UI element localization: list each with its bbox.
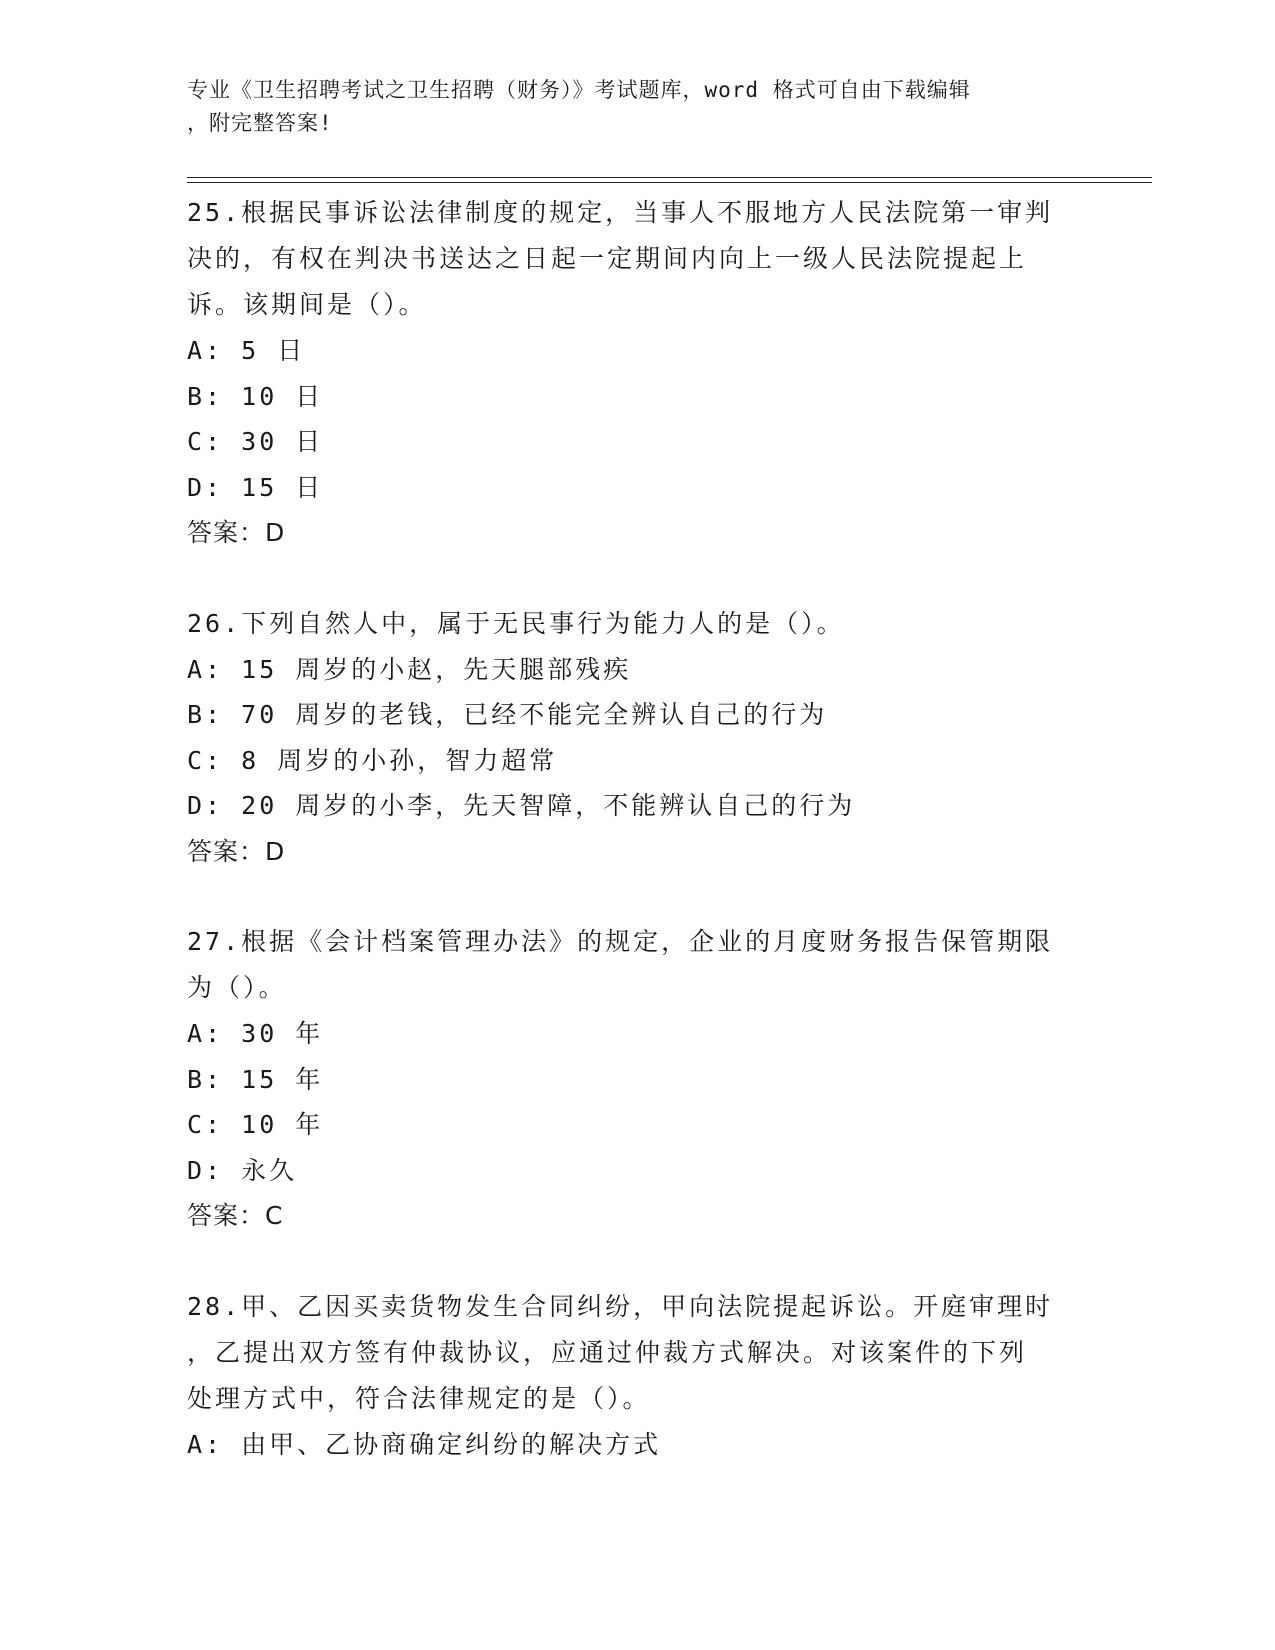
option-b: B: 70 周岁的老钱，已经不能完全辨认自己的行为: [187, 700, 828, 729]
option-d: D: 永久: [187, 1155, 298, 1185]
option-c: C: 8 周岁的小孙，智力超常: [187, 745, 558, 775]
option-a: A: 5 日: [187, 336, 306, 365]
question-text-line: 28.甲、乙因买卖货物发生合同纠纷，甲向法院提起诉讼。开庭审理时: [187, 1291, 1054, 1321]
option-d: D: 20 周岁的小李，先天智障，不能辨认自己的行为: [187, 791, 856, 820]
question-text-line: ，乙提出双方签有仲裁协议，应通过仲裁方式解决。对该案件的下列: [187, 1337, 1028, 1367]
option-a: A: 由甲、乙协商确定纠纷的解决方式: [187, 1429, 662, 1459]
question-text-line: 为（）。: [187, 973, 287, 1002]
question-list: [187, 190, 1087, 1512]
question-text-line: 决的，有权在判决书送达之日起一定期间内向上一级人民法院提起上: [187, 244, 1028, 273]
question-text-line: 26.下列自然人中，属于无民事行为能力人的是（）。: [187, 608, 845, 638]
option-a: A: 30 年: [187, 1019, 324, 1048]
question-text-line: 25.根据民事诉讼法律制度的规定，当事人不服地方人民法院第一审判: [187, 198, 1054, 227]
question-text-line: 处理方式中，符合法律规定的是（）。: [187, 1383, 651, 1413]
answer-line: 答案：D: [187, 518, 286, 547]
option-d: D: 15 日: [187, 472, 324, 502]
option-b: B: 10 日: [187, 381, 324, 411]
header-line-2: ，附完整答案!: [187, 111, 333, 135]
header-line-1: 专业《卫生招聘考试之卫生招聘（财务）》考试题库，word 格式可自由下载编辑: [187, 78, 971, 102]
question-text-line: 诉。该期间是（）。: [187, 290, 427, 319]
option-a: A: 15 周岁的小赵，先天腿部残疾: [187, 654, 632, 684]
answer-line: 答案：D: [187, 836, 286, 866]
question-27: [187, 919, 1087, 1239]
question-26: [187, 601, 1087, 875]
header-divider-bottom: [187, 182, 1152, 183]
option-b: B: 15 年: [187, 1064, 324, 1094]
answer-line: 答案：C: [187, 1201, 284, 1230]
option-c: C: 30 日: [187, 427, 324, 456]
question-25: [187, 190, 1087, 556]
header-divider-top: [187, 177, 1152, 178]
option-c: C: 10 年: [187, 1110, 324, 1139]
question-28: [187, 1284, 1087, 1468]
document-header: [187, 74, 1087, 140]
question-text-line: 27.根据《会计档案管理办法》的规定，企业的月度财务报告保管期限: [187, 927, 1054, 956]
